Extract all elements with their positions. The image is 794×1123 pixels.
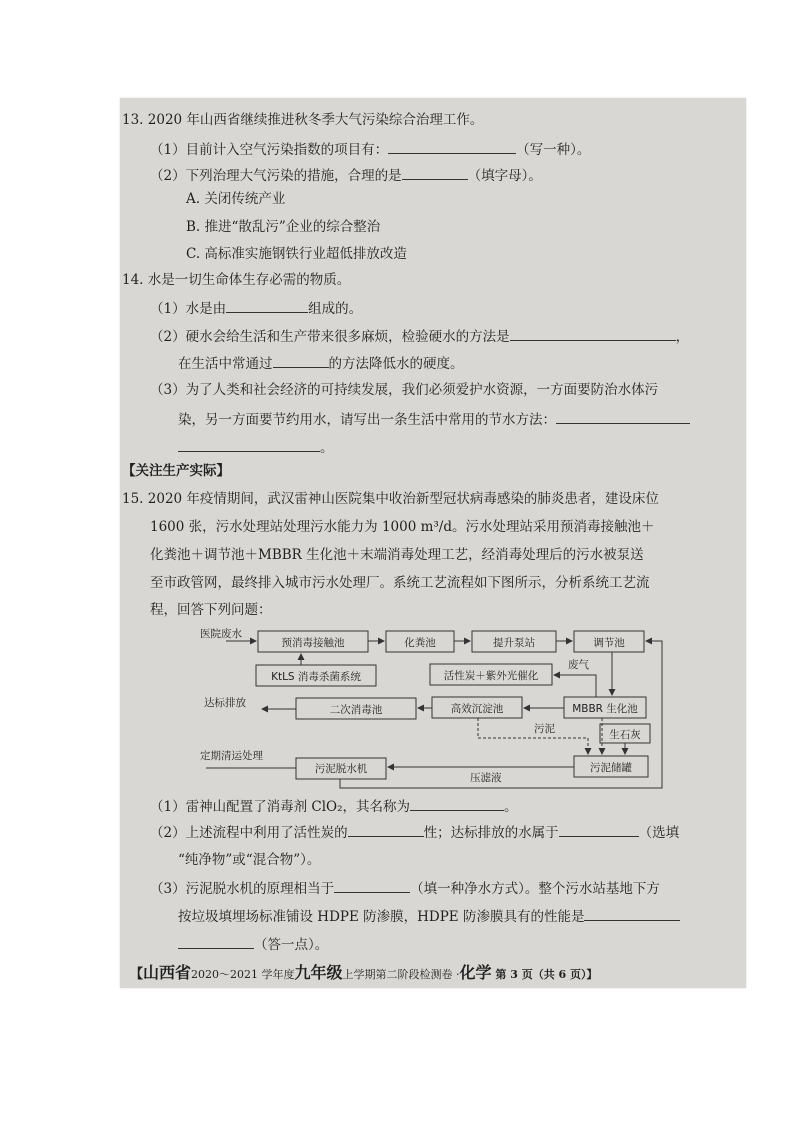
answer-blank[interactable] (334, 878, 410, 893)
q15-part1-text: （1）雷神山配置了消毒剂 ClO₂，其名称为 (150, 799, 411, 815)
answer-blank[interactable] (178, 934, 254, 949)
label-carbon-uv: 活性炭＋紫外光催化 (443, 670, 539, 682)
label-pump-station: 提升泵站 (493, 637, 535, 649)
q14-part3-tail: 。 (320, 440, 334, 456)
label-sludge-tank: 污泥储罐 (590, 762, 632, 774)
q14-part2-text2: 在生活中常通过 (178, 356, 273, 372)
footer-test: 上学期第二阶段检测卷 · (342, 968, 460, 981)
q15-line1: 15. 2020 年疫情期间，武汉雷神山医院集中收治新型冠状病毒感染的肺炎患者，建设床位 (122, 491, 659, 507)
footer-page: 第 3 页（共 6 页）】 (491, 968, 598, 981)
answer-blank[interactable] (348, 822, 424, 837)
label-dewater: 污泥脱水机 (314, 763, 368, 775)
label-septic-tank: 化粪池 (404, 637, 436, 649)
q13-part1-tail: （写一种）。 (516, 142, 591, 158)
label-filtrate: 压滤液 (470, 772, 502, 784)
q15-part1-tail: 。 (504, 799, 518, 815)
q13-option-c: C. 高标准实施钢铁行业超低排放改造 (186, 246, 407, 262)
q14-part1-tail: 组成的。 (308, 301, 363, 317)
q15-part3-text2: （填一种净水方式）。整个污水站基地下方 (410, 881, 660, 897)
q13-part2-text: （2）下列治理大气污染的措施，合理的是 (150, 168, 402, 184)
label-second-disinfection: 二次消毒池 (329, 704, 383, 716)
q13-option-b: B. 推进“散乱污”企业的综合整治 (186, 219, 381, 235)
label-pre-disinfection: 预消毒接触池 (281, 637, 345, 649)
q15-part3 (150, 878, 660, 898)
label-adjust-tank: 调节池 (593, 637, 625, 649)
q15-part3-tail: （答一点）。 (254, 937, 329, 953)
answer-blank[interactable] (410, 796, 504, 811)
label-mbbr: MBBR 生化池 (572, 703, 638, 715)
answer-blank[interactable] (559, 822, 639, 837)
q15-part3-end (178, 934, 328, 954)
q15-line5: 程，回答下列问题： (150, 602, 272, 618)
q14-part2-comma: ， (675, 329, 690, 345)
label-discharge: 达标排放 (204, 697, 246, 709)
label-regular-disposal: 定期清运处理 (200, 750, 263, 762)
label-settle-tank: 高效沉淀池 (450, 703, 504, 715)
q14-stem: 14. 水是一切生命体生存必需的物质。 (122, 272, 351, 288)
q15-line4: 至市政管网，最终排入城市污水处理厂。系统工艺流程如下图所示，分析系统工艺流 (150, 575, 650, 591)
q15-part1 (150, 796, 518, 816)
q13-part2-tail: （填字母）。 (467, 168, 542, 184)
q15-part2 (150, 822, 679, 842)
q15-part3-text3: 按垃圾填埋场标准铺设 HDPE 防渗膜，HDPE 防渗膜具有的性能是 (178, 909, 585, 925)
q13-option-a: A. 关闭传统产业 (186, 191, 286, 207)
footer-subject: 化学 (459, 963, 492, 982)
footer-province: 山西省 (143, 963, 192, 982)
section-heading: 【关注生产实际】 (122, 463, 230, 479)
q15-part3-cont (178, 906, 680, 926)
q14-part2-text: （2）硬水会给生活和生产带来很多麻烦，检验硬水的方法是 (150, 329, 510, 345)
q15-part2-text2: 性；达标排放的水属于 (423, 825, 559, 841)
footer-year: 2020～2021 学年度 (191, 968, 295, 981)
q15-part2-text: （2）上述流程中利用了活性炭的 (150, 825, 348, 841)
answer-blank[interactable] (584, 906, 680, 921)
q15-part2-tail: （选填 (638, 825, 680, 841)
label-waste-gas: 废气 (568, 659, 589, 671)
q15-line2: 1600 张，污水处理站处理污水能力为 1000 m³/d。污水处理站采用预消毒接触池＋ (150, 519, 655, 535)
label-ktls: KtLS 消毒杀菌系统 (271, 671, 361, 683)
label-sludge: 污泥 (534, 723, 555, 735)
q14-part3: （3）为了人类和社会经济的可持续发展，我们必须爱护水资源，一方面要防治水体污 (150, 382, 659, 398)
q13-part1-text: （1）目前计入空气污染指数的项目有： (150, 142, 389, 158)
q15-line3: 化粪池＋调节池＋MBBR 生化池＋末端消毒处理工艺，经消毒处理后的污水被泵送 (150, 547, 644, 563)
footer-open: 【 (130, 967, 144, 982)
q15-part2-cont: “纯净物”或“混合物”）。 (178, 852, 321, 868)
label-lime: 生石灰 (609, 729, 641, 741)
page-footer (130, 960, 598, 983)
q14-part1-text: （1）水是由 (150, 301, 227, 317)
q14-part3-text: 染，另一方面要节约用水，请写出一条生活中常用的节水方法： (178, 412, 556, 428)
q15-part3-text: （3）污泥脱水机的原理相当于 (150, 881, 335, 897)
q13-stem: 13. 2020 年山西省继续推进秋冬季大气污染综合治理工作。 (122, 112, 484, 128)
q14-part2-tail: 的方法降低水的硬度。 (328, 356, 464, 372)
label-hospital-wastewater: 医院废水 (200, 628, 242, 640)
footer-grade: 九年级 (294, 963, 343, 982)
